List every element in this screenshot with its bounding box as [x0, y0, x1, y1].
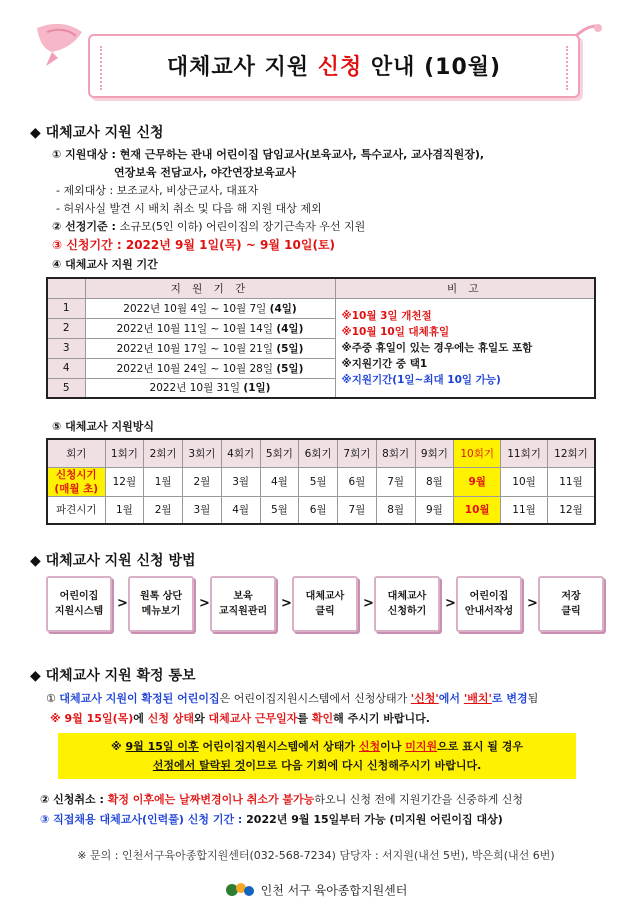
section-method-title: ◆ 대체교사 지원 신청 방법	[30, 553, 196, 569]
schedule-table: 회기 1회기 2회기 3회기 4회기 5회기 6회기 7회기 8회기 9회기 10회기 11회기 12회기 신청시기 (매월 초) 12월 1월 2월 3월 4월 5월 6월 7월 8월 9월 10월 11월 파견시기 1월 2월 3월 4월 5월 6월 7월 8월 9월 10월 11월 12월	[46, 438, 596, 525]
check-notice: ※ 9월 15일(목)에 신청 상태와 대체교사 근무일자를 확인해 주시기 바랍니다.	[50, 712, 430, 725]
step-7: 저장 클릭	[538, 576, 604, 632]
apply-period: ③ 신청기간 : 2022년 9월 1일(목) ~ 9월 10일(토)	[52, 238, 336, 252]
table-row: 5 2022년 10월 31일 (1일)	[47, 378, 595, 398]
banner-box	[88, 34, 580, 98]
note-cell: ※10월 3일 개천절 ※10월 10일 대체휴일 ※주중 휴일이 있는 경우에는 휴일도 포함 ※지원기간 중 택1 ※지원기간(1일~최대 10일 가능)	[335, 298, 595, 398]
criteria-line: ② 선정기준 : 소규모(5인 이하) 어린이집의 장기근속자 우선 지원	[52, 220, 366, 233]
cancel-line: ② 신청취소 : 확정 이후에는 날짜변경이나 취소가 불가능하오니 신청 전에 지원기간을 신중하게 신청	[40, 793, 524, 806]
support-period-label: ④ 대체교사 지원 기간	[52, 258, 158, 271]
exclusion-line: - 제외대상 : 보조교사, 비상근교사, 대표자	[56, 184, 259, 197]
support-method-label: ⑤ 대체교사 지원방식	[52, 420, 154, 433]
step-3: 보육 교직원관리	[210, 576, 276, 632]
table-row: 신청시기 (매월 초) 12월 1월 2월 3월 4월 5월 6월 7월 8월 9월 10월 11월	[47, 467, 595, 496]
page-title: 대체교사 지원 신청 안내 (10월)	[166, 55, 502, 80]
table-row: 1 2022년 10월 4일 ~ 10월 7일 (4일) ※10월 3일 개천절 ※10월 10일 대체휴일 ※주중 휴일이 있는 경우에는 휴일도 포함 ※지원기간 중 택1 ※지원기간(1일~최대 10일 가능)	[47, 298, 595, 318]
footer-org: 인천 서구 육아종합지원센터	[0, 881, 632, 899]
table-row: 4 2022년 10월 24일 ~ 10월 28일 (5일)	[47, 358, 595, 378]
confirm-line: ① 대체교사 지원이 확정된 어린이집은 어린이집지원시스템에서 신청상태가 '신청'에서 '배치'로 변경됨	[46, 692, 539, 705]
note-header: 비 고	[335, 278, 595, 298]
table-row: 파견시기 1월 2월 3월 4월 5월 6월 7월 8월 9월 10월 11월 12월	[47, 496, 595, 524]
target-line-2: 연장보육 전담교사, 야간연장보육교사	[114, 166, 296, 179]
arrow-icon: >	[117, 596, 128, 611]
direct-hire-line: ③ 직접채용 대체교사(인력풀) 신청 기간 : 2022년 9월 15일부터 가능 (미지원 어린이집 대상)	[40, 813, 503, 826]
arrow-icon: >	[445, 596, 456, 611]
arrow-icon: >	[363, 596, 374, 611]
step-6: 어린이집 안내서작성	[456, 576, 522, 632]
support-period-table	[46, 277, 596, 399]
arrow-icon: >	[281, 596, 292, 611]
method-steps	[46, 576, 606, 632]
step-2: 원톡 상단 메뉴보기	[128, 576, 194, 632]
arrow-icon: >	[199, 596, 210, 611]
contact-line: ※ 문의 : 인천서구육아종합지원센터(032-568-7234) 담당자 : 서지원(내선 5번), 박은희(내선 6번)	[77, 849, 555, 862]
table-row: 3 2022년 10월 17일 ~ 10월 21일 (5일)	[47, 338, 595, 358]
period-header: 지 원 기 간	[85, 278, 335, 298]
step-1: 어린이집 지원시스템	[46, 576, 112, 632]
title-banner	[32, 18, 604, 104]
step-4: 대체교사 클릭	[292, 576, 358, 632]
arrow-icon: >	[527, 596, 538, 611]
section-confirm-title: ◆ 대체교사 지원 확정 통보	[30, 668, 196, 684]
target-line: ① 지원대상 : 현재 근무하는 관내 어린이집 담임교사(보육교사, 특수교사, 교사겸직원장),	[52, 148, 485, 161]
section-apply-title: ◆ 대체교사 지원 신청	[30, 125, 164, 141]
warning-box: ※ 9월 15일 이후 어린이집지원시스템에서 상태가 신청이나 미지원으로 표시 될 경우 선정에서 탈락된 것이므로 다음 기회에 다시 신청해주시기 바랍니다.	[58, 733, 576, 779]
center-logo-icon	[225, 881, 255, 899]
table-row: 2 2022년 10월 11일 ~ 10월 14일 (4일)	[47, 318, 595, 338]
false-info-line: - 허위사실 발견 시 배치 취소 및 다음 해 지원 대상 제외	[56, 202, 322, 215]
step-5: 대체교사 신청하기	[374, 576, 440, 632]
